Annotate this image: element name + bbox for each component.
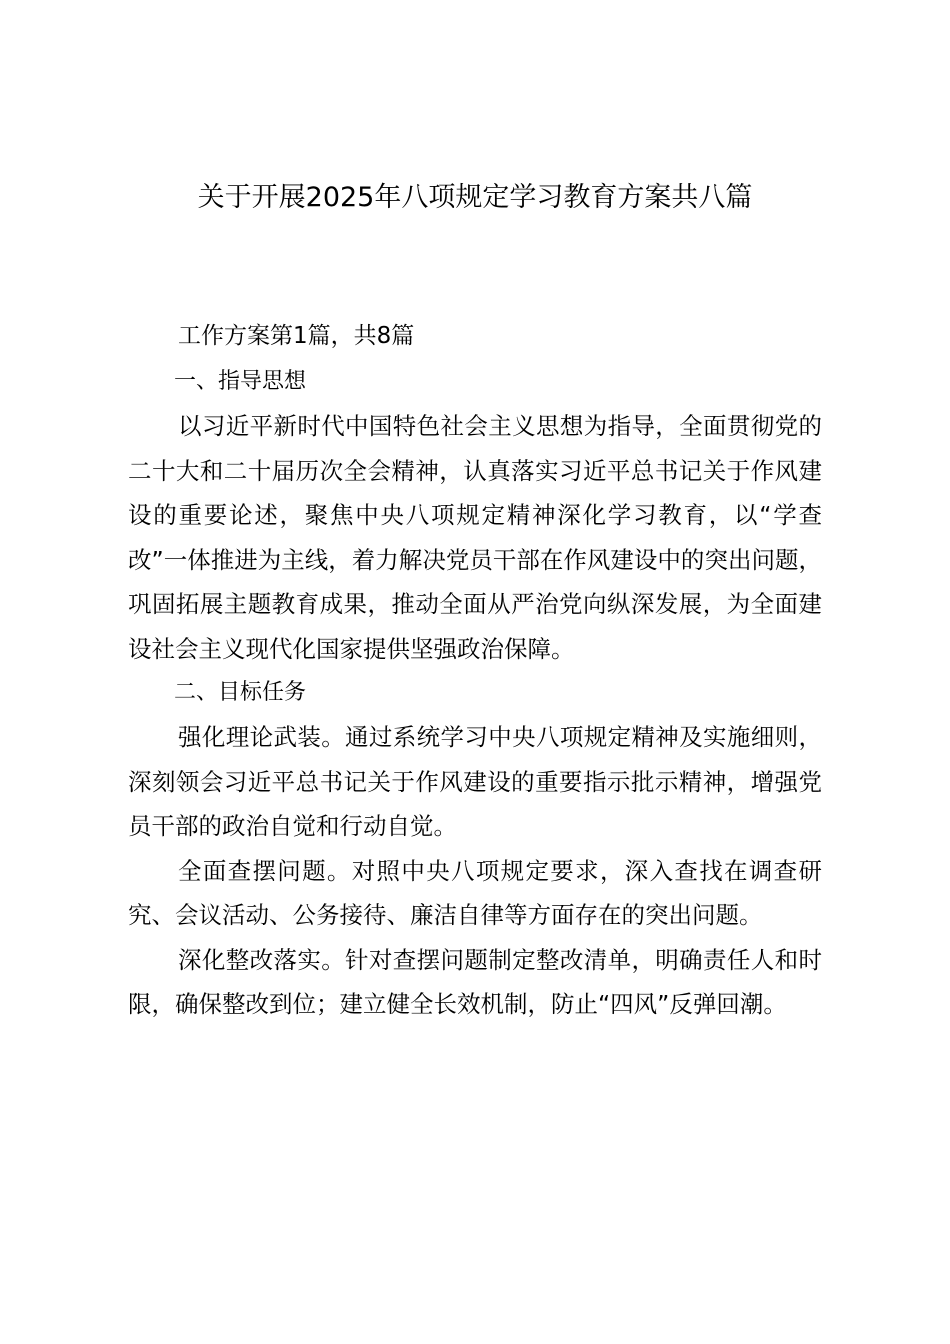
document-title: 关于开展2025年八项规定学习教育方案共八篇	[197, 182, 753, 213]
section-heading: 一、指导思想	[174, 369, 307, 394]
section-heading: 二、目标任务	[174, 680, 307, 705]
document-subtitle: 工作方案第1篇，共8篇	[178, 323, 415, 349]
paragraph: 全面查摆问题。对照中央八项规定要求，深入查找在调查研究、会议活动、公务接待、廉洁自律等方面存在的突出问题。	[128, 856, 822, 929]
paragraph: 以习近平新时代中国特色社会主义思想为指导，全面贯彻党的二十大和二十届历次全会精神，认真落实习近平总书记关于作风建设的重要论述，聚焦中央八项规定精神深化学习教育，以“学查改”一体推进为主线，着力解决党员干部在作风建设中的突出问题，巩固拓展主题教育成果，推动全面从严治党向纵深发展，为全面建设社会主义现代化国家提供坚强政治保障。	[128, 412, 822, 663]
paragraph: 深化整改落实。针对查摆问题制定整改清单，明确责任人和时限，确保整改到位；建立健全长效机制，防止“四风”反弹回潮。	[128, 945, 822, 1018]
section-goals-tasks	[128, 671, 822, 1027]
section-guiding-ideology	[128, 360, 822, 671]
paragraph: 强化理论武装。通过系统学习中央八项规定精神及实施细则，深刻领会习近平总书记关于作风建设的重要指示批示精神，增强党员干部的政治自觉和行动自觉。	[128, 723, 822, 840]
document-body	[128, 360, 822, 1027]
